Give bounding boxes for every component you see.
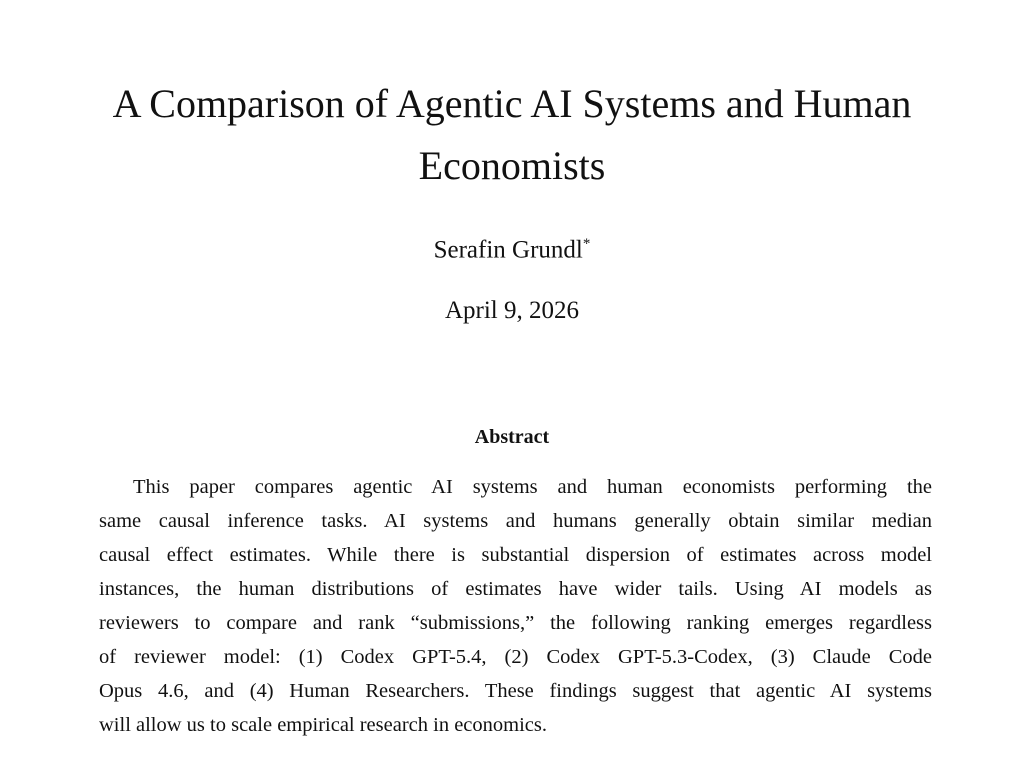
author	[0, 236, 1024, 264]
abstract-heading: Abstract	[474, 426, 550, 448]
abstract-line: instances, the human distributions of estimates have wider tails. Using AI models as	[99, 578, 932, 600]
author-footnote-mark: *	[582, 236, 591, 252]
date: April 9, 2026	[444, 297, 580, 324]
abstract-line: reviewers to compare and rank “submissions,” the following ranking emerges regardless	[99, 612, 932, 634]
paper-title-line-2: Economists	[418, 143, 606, 188]
abstract-line: will allow us to scale empirical research in economics.	[99, 714, 547, 736]
abstract-line: same causal inference tasks. AI systems and humans generally obtain similar median	[99, 510, 932, 532]
paper-title-line-1: A Comparison of Agentic AI Systems and Human	[112, 81, 912, 126]
abstract-line: of reviewer model: (1) Codex GPT-5.4, (2) Codex GPT-5.3-Codex, (3) Claude Code	[99, 646, 932, 668]
abstract-line: Opus 4.6, and (4) Human Researchers. These findings suggest that agentic AI systems	[99, 680, 932, 702]
abstract-line: causal effect estimates. While there is substantial dispersion of estimates across model	[99, 544, 932, 566]
author-name: Serafin Grundl	[433, 236, 583, 264]
abstract-line: This paper compares agentic AI systems and human economists performing the	[133, 476, 932, 498]
abstract-body	[99, 472, 932, 744]
